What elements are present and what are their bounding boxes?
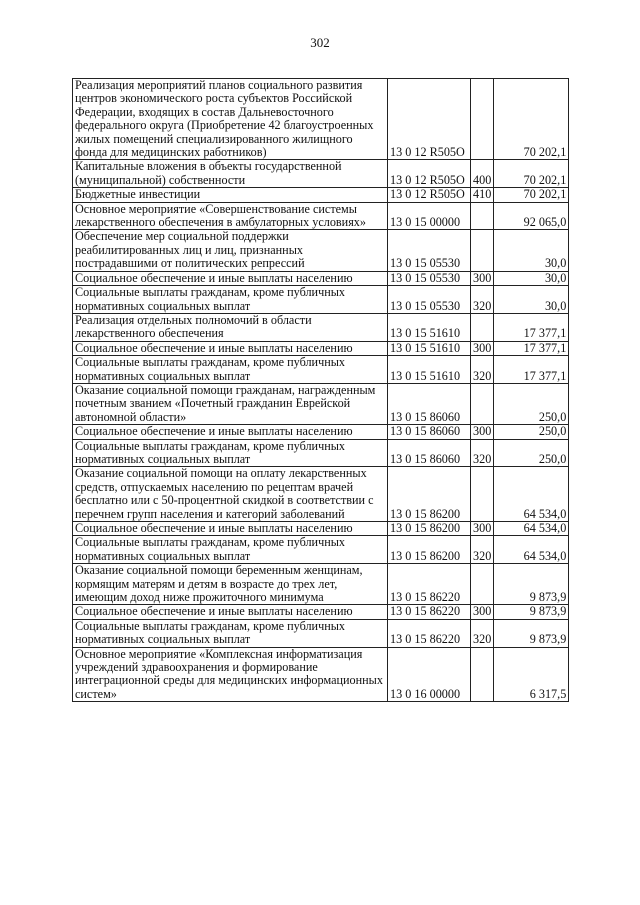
row-expense-type-cell: 320 <box>471 619 494 647</box>
table-row <box>73 439 569 467</box>
row-amount-cell: 250,0 <box>494 425 569 439</box>
row-name-cell: Оказание социальной помощи на оплату лекарственных средств, отпускаемых населению по рецептам врачей бесплатно или с 50-процентной скидкой в соответствии с перечнем групп населения и категорий заболеваний <box>73 467 388 522</box>
row-name-cell: Бюджетные инвестиции <box>73 188 388 202</box>
row-amount-cell: 30,0 <box>494 286 569 314</box>
row-amount-cell: 250,0 <box>494 439 569 467</box>
row-name-cell: Реализация мероприятий планов социального развития центров экономического роста субъектов Российской Федерации, входящих в состав Дальневосточного федерального округа (Приобретение 42 благоустроенных жилых помещений специализированного жилищного фонда для медицинских работников) <box>73 79 388 160</box>
row-code-cell: 13 0 12 R505O <box>388 188 471 202</box>
row-expense-type-cell <box>471 564 494 605</box>
row-expense-type-cell: 300 <box>471 605 494 619</box>
row-amount-cell: 70 202,1 <box>494 160 569 188</box>
table-row <box>73 647 569 702</box>
row-amount-cell: 17 377,1 <box>494 313 569 341</box>
row-amount-cell: 9 873,9 <box>494 619 569 647</box>
table-row <box>73 188 569 202</box>
page-number: 302 <box>310 35 330 50</box>
row-amount-cell: 30,0 <box>494 271 569 285</box>
row-code-cell: 13 0 15 05530 <box>388 230 471 271</box>
row-code-cell: 13 0 15 86220 <box>388 564 471 605</box>
row-name-cell: Капитальные вложения в объекты государственной (муниципальной) собственности <box>73 160 388 188</box>
row-name-cell: Основное мероприятие «Совершенствование системы лекарственного обеспечения в амбулаторных условиях» <box>73 202 388 230</box>
table-row <box>73 356 569 384</box>
row-expense-type-cell: 300 <box>471 425 494 439</box>
table-row <box>73 202 569 230</box>
row-name-cell: Оказание социальной помощи гражданам, награжденным почетным званием «Почетный гражданин Еврейской автономной области» <box>73 383 388 424</box>
row-code-cell: 13 0 15 86060 <box>388 439 471 467</box>
row-expense-type-cell: 320 <box>471 356 494 384</box>
table-row <box>73 79 569 160</box>
row-code-cell: 13 0 12 R505O <box>388 79 471 160</box>
row-expense-type-cell: 320 <box>471 536 494 564</box>
row-amount-cell: 250,0 <box>494 383 569 424</box>
table-row <box>73 467 569 522</box>
row-code-cell: 13 0 15 51610 <box>388 341 471 355</box>
row-code-cell: 13 0 15 86220 <box>388 605 471 619</box>
row-expense-type-cell <box>471 467 494 522</box>
table-row <box>73 271 569 285</box>
table-row <box>73 383 569 424</box>
table-row <box>73 605 569 619</box>
row-expense-type-cell <box>471 383 494 424</box>
row-expense-type-cell <box>471 202 494 230</box>
row-name-cell: Социальные выплаты гражданам, кроме публичных нормативных социальных выплат <box>73 439 388 467</box>
table-row <box>73 341 569 355</box>
row-code-cell: 13 0 15 00000 <box>388 202 471 230</box>
table-row <box>73 522 569 536</box>
row-expense-type-cell <box>471 79 494 160</box>
row-name-cell: Социальные выплаты гражданам, кроме публичных нормативных социальных выплат <box>73 619 388 647</box>
row-expense-type-cell <box>471 313 494 341</box>
row-amount-cell: 9 873,9 <box>494 605 569 619</box>
row-code-cell: 13 0 15 51610 <box>388 313 471 341</box>
row-expense-type-cell: 300 <box>471 341 494 355</box>
row-expense-type-cell: 320 <box>471 286 494 314</box>
table-row <box>73 536 569 564</box>
row-expense-type-cell: 410 <box>471 188 494 202</box>
row-name-cell: Социальные выплаты гражданам, кроме публичных нормативных социальных выплат <box>73 356 388 384</box>
row-name-cell: Социальное обеспечение и иные выплаты населению <box>73 425 388 439</box>
row-name-cell: Социальное обеспечение и иные выплаты населению <box>73 522 388 536</box>
row-amount-cell: 30,0 <box>494 230 569 271</box>
row-name-cell: Социальные выплаты гражданам, кроме публичных нормативных социальных выплат <box>73 536 388 564</box>
row-code-cell: 13 0 15 86200 <box>388 536 471 564</box>
row-name-cell: Реализация отдельных полномочий в области лекарственного обеспечения <box>73 313 388 341</box>
row-name-cell: Социальное обеспечение и иные выплаты населению <box>73 605 388 619</box>
row-code-cell: 13 0 15 86060 <box>388 383 471 424</box>
row-expense-type-cell <box>471 647 494 702</box>
table-row <box>73 619 569 647</box>
row-code-cell: 13 0 15 05530 <box>388 271 471 285</box>
row-expense-type-cell: 300 <box>471 271 494 285</box>
table-row <box>73 313 569 341</box>
table-row <box>73 425 569 439</box>
row-amount-cell: 17 377,1 <box>494 356 569 384</box>
row-amount-cell: 64 534,0 <box>494 522 569 536</box>
table-row <box>73 564 569 605</box>
row-expense-type-cell: 300 <box>471 522 494 536</box>
row-expense-type-cell <box>471 230 494 271</box>
row-name-cell: Основное мероприятие «Комплексная информатизация учреждений здравоохранения и формирование интеграционной среды для медицинских информационных систем» <box>73 647 388 702</box>
row-code-cell: 13 0 15 86220 <box>388 619 471 647</box>
row-amount-cell: 64 534,0 <box>494 536 569 564</box>
row-code-cell: 13 0 15 86200 <box>388 522 471 536</box>
row-amount-cell: 6 317,5 <box>494 647 569 702</box>
row-name-cell: Социальное обеспечение и иные выплаты населению <box>73 271 388 285</box>
row-name-cell: Социальное обеспечение и иные выплаты населению <box>73 341 388 355</box>
row-code-cell: 13 0 12 R505O <box>388 160 471 188</box>
table-row <box>73 160 569 188</box>
budget-table-body <box>73 79 569 702</box>
row-amount-cell: 64 534,0 <box>494 467 569 522</box>
row-code-cell: 13 0 15 86060 <box>388 425 471 439</box>
budget-table <box>72 78 569 702</box>
row-amount-cell: 92 065,0 <box>494 202 569 230</box>
row-amount-cell: 70 202,1 <box>494 79 569 160</box>
row-code-cell: 13 0 15 51610 <box>388 356 471 384</box>
table-row <box>73 286 569 314</box>
row-amount-cell: 70 202,1 <box>494 188 569 202</box>
row-name-cell: Оказание социальной помощи беременным женщинам, кормящим матерям и детям в возрасте до трех лет, имеющим доход ниже прожиточного минимума <box>73 564 388 605</box>
row-amount-cell: 9 873,9 <box>494 564 569 605</box>
row-name-cell: Обеспечение мер социальной поддержки реабилитированных лиц и лиц, признанных пострадавшими от политических репрессий <box>73 230 388 271</box>
table-row <box>73 230 569 271</box>
row-expense-type-cell: 320 <box>471 439 494 467</box>
row-name-cell: Социальные выплаты гражданам, кроме публичных нормативных социальных выплат <box>73 286 388 314</box>
row-code-cell: 13 0 16 00000 <box>388 647 471 702</box>
row-expense-type-cell: 400 <box>471 160 494 188</box>
row-code-cell: 13 0 15 86200 <box>388 467 471 522</box>
row-code-cell: 13 0 15 05530 <box>388 286 471 314</box>
row-amount-cell: 17 377,1 <box>494 341 569 355</box>
